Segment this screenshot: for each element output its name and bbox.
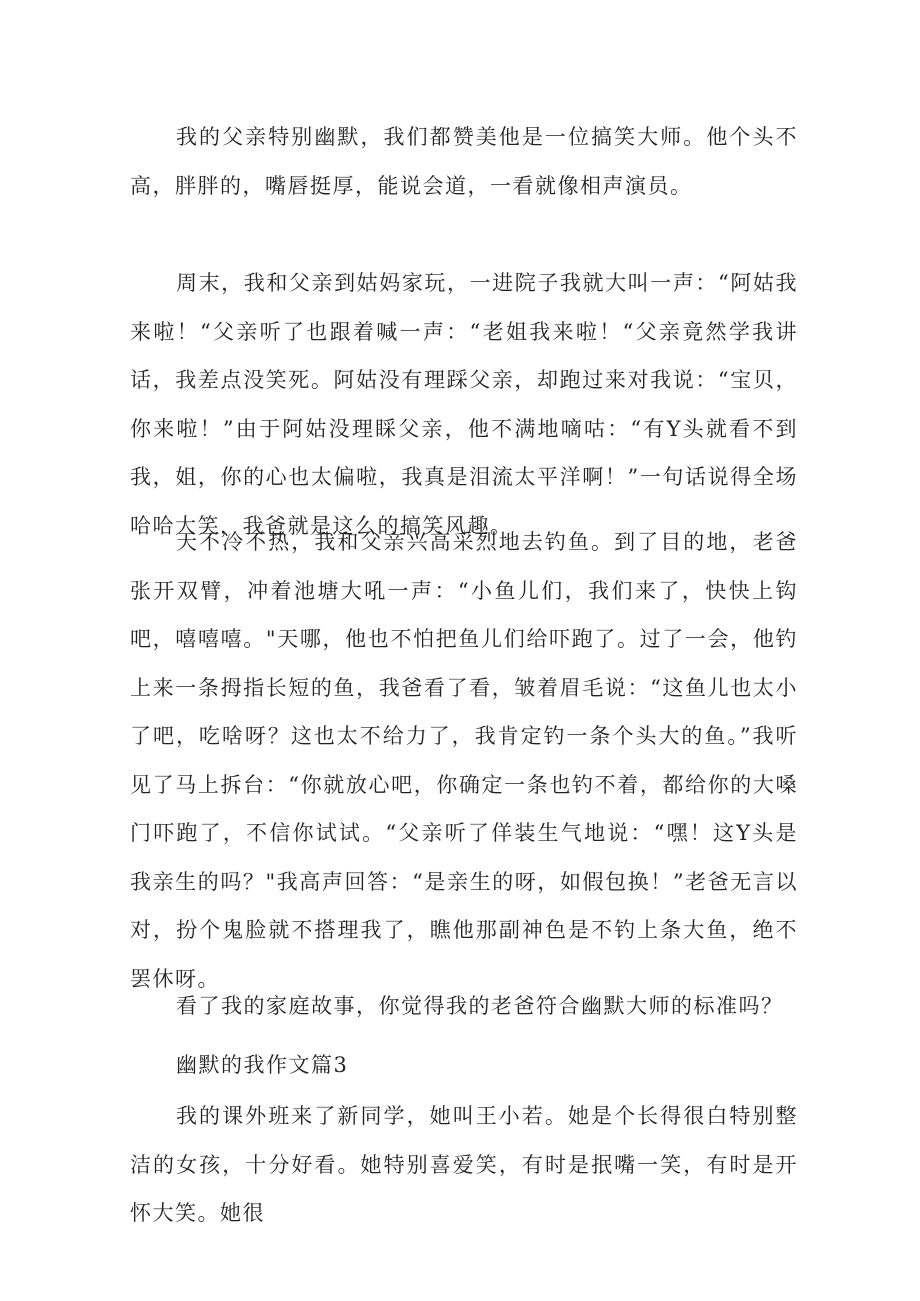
section-heading: 幽默的我作文篇3 bbox=[176, 1053, 349, 1077]
paragraph-4: 看了我的家庭故事，你觉得我的老爸符合幽默大师的标准吗？ bbox=[176, 994, 784, 1018]
paragraph-1: 我的父亲特别幽默，我们都赞美他是一位搞笑大师。他个头不高，胖胖的，嘴唇挺厚，能说会道，一看就像相声演员。 bbox=[130, 125, 798, 198]
paragraph-2: 周末，我和父亲到姑妈家玩，一进院子我就大叫一声：“阿姑我来啦！“父亲听了也跟着喊一声：“老姐我来啦！“父亲竟然学我讲话，我差点没笑死。阿姑没有理踩父亲，却跑过来对我说：“宝贝，你来啦！”由于阿姑没理睬父亲，他不满地嘀咕：“有Y头就看不到我，姐，你的心也太偏啦，我真是泪流太平洋啊！”一句话说得全场哈哈大笑，我爸就是这么的搞笑风趣。 bbox=[130, 271, 798, 538]
paragraph-3: 天不冷不热，我和父亲兴高采烈地去钓鱼。到了目的地，老爸张开双臂，冲着池塘大吼一声：“小鱼儿们，我们来了，快快上钩吧，嘻嘻嘻。"天哪，他也不怕把鱼儿们给吓跑了。过了一会，他钓上来一条拇指长短的鱼，我爸看了看，皱着眉毛说：“这鱼儿也太小了吧，吃啥呀？这也太不给力了，我肯定钓一条个头大的鱼。”我听见了马上拆台：“你就放心吧，你确定一条也钓不着，都给你的大嗓门吓跑了，不信你试试。“父亲听了佯装生气地说：“嘿！这Y头是我亲生的吗？"我高声回答：“是亲生的呀，如假包换！”老爸无言以对，扮个鬼脸就不搭理我了，瞧他那副神色是不钓上条大鱼，绝不罢休呀。 bbox=[130, 530, 798, 991]
paragraph-5: 我的课外班来了新同学，她叫王小若。她是个长得很白特别整洁的女孩，十分好看。她特别喜爱笑，有时是抿嘴一笑，有时是开怀大笑。她很 bbox=[130, 1104, 798, 1225]
